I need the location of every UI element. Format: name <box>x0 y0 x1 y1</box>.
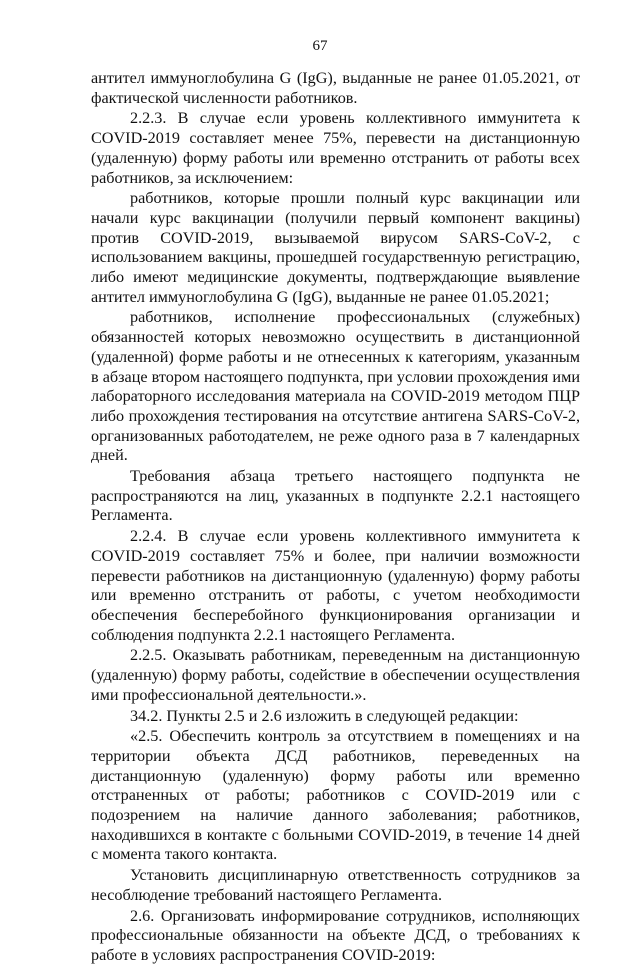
paragraph-2-2-5: 2.2.5. Оказывать работникам, переведенным на дистанционную (удаленную) форму работы, содействие в обеспечении осуществления ими профессиональной деятельности.». <box>91 646 580 704</box>
paragraph-2-2-4: 2.2.4. В случае если уровень коллективного иммунитета к COVID-2019 составляет 75% и более, при наличии возможности перевести работников на дистанционную (удаленную) форму работы или временно отстранить от работы, с учетом необходимости обеспечения бесперебойного функционирования организации и соблюдения подпункта 2.2.1 настоящего Регламента. <box>91 527 580 644</box>
document-body <box>91 69 580 966</box>
page-number: 67 <box>312 38 328 54</box>
paragraph-vaccinated-exception: работников, которые прошли полный курс вакцинации или начали курс вакцинации (получили первый компонент вакцины) против COVID-2019, вызываемой вирусом SARS-CoV-2, с использованием вакцины, прошедшей государственную регистрацию, либо имеют медицинские документы, подтверждающие выявление антител иммуноглобулина G (IgG), выданные не ранее 01.05.2021; <box>91 189 580 306</box>
paragraph-2-2-3: 2.2.3. В случае если уровень коллективного иммунитета к COVID-2019 составляет менее 75%, перевести на дистанционную (удаленную) форму работы или временно отстранить от работы всех работников, за исключением: <box>91 109 580 187</box>
paragraph-34-2: 34.2. Пункты 2.5 и 2.6 изложить в следующей редакции: <box>130 706 519 725</box>
paragraph-discipline: Установить дисциплинарную ответственность сотрудников за несоблюдение требований настоящего Регламента. <box>91 866 580 904</box>
paragraph-requirements-note: Требования абзаца третьего настоящего подпункта не распространяются на лиц, указанных в подпункте 2.2.1 настоящего Регламента. <box>91 467 580 525</box>
paragraph-onsite-exception: работников, исполнение профессиональных (служебных) обязанностей которых невозможно осуществить в дистанционной (удаленной) форме работы и не отнесенных к категориям, указанным в абзаце втором настоящего подпункта, при условии прохождения ими лабораторного исследования материала на COVID-2019 методом ПЦР либо прохождения тестирования на отсутствие антигена SARS-CoV-2, организованных работодателем, не реже одного раза в 7 календарных дней. <box>91 308 580 465</box>
paragraph-2-5: «2.5. Обеспечить контроль за отсутствием в помещениях и на территории объекта ДСД работников, переведенных на дистанционную (удаленную) форму работы или временно отстраненных от работы; работников с COVID-2019 или с подозрением на наличие данного заболевания; работников, находившихся в контакте с больными COVID-2019, в течение 14 дней с момента такого контакта. <box>91 727 580 864</box>
paragraph-continuation: антител иммуноглобулина G (IgG), выданные не ранее 01.05.2021, от фактической численности работников. <box>91 69 580 107</box>
paragraph-2-6: 2.6. Организовать информирование сотрудников, исполняющих профессиональные обязанности на объекте ДСД, о требованиях к работе в условиях распространения COVID-2019: <box>91 906 580 964</box>
